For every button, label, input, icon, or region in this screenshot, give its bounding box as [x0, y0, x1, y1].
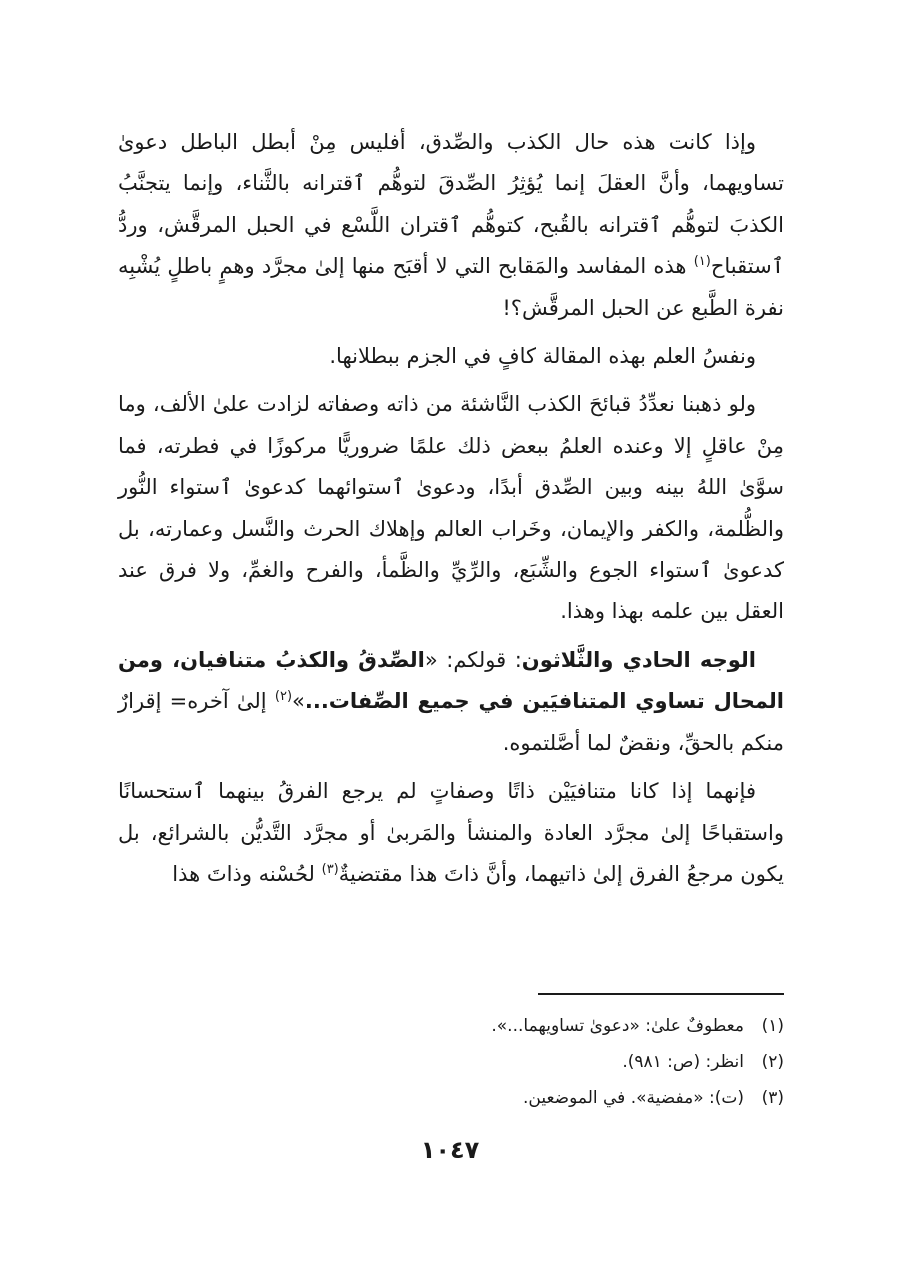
footnote-text: معطوفٌ علىٰ: «دعوىٰ تساويهما...». [491, 1016, 744, 1036]
footnote-ref-1[interactable]: (١) [693, 254, 711, 270]
paragraph-2 [118, 336, 784, 377]
page-number: ١٠٤٧ [420, 1136, 480, 1164]
paragraph-2-text: ونفسُ العلم بهذه المقالة كافٍ في الجزم ببطلانها. [329, 344, 756, 369]
paragraph-1-text-a: وإذا كانت هذه حال الكذب والصِّدق، أفليس مِنْ أبطل الباطل دعوىٰ تساويهما، وأنَّ العقلَ إنما يُؤثِرُ الصِّدقَ لتوهُّم ٱقترانه بالثَّناء، وإنما يتجنَّبُ الكذبَ لتوهُّم ٱقترانه بالقُبح، كتوهُّم ٱقتران اللَّسْع في الحبل المرقَّش، وردُّ ٱستقباح [118, 130, 784, 279]
footnote-number: (٣) [761, 1088, 784, 1108]
paragraph-5-text-a: فإنهما إذا كانا متنافيَيْن ذاتًا وصفاتٍ لم يرجع الفرقُ بينهما ٱستحسانًا واستقباحًا إلىٰ مجرَّد العادة والمنشأ والمَربىٰ أو مجرَّد التَّديُّن بالشرائع، بل يكون مرجعُ الفرق إلىٰ ذاتيهما، وأنَّ ذاتَ هذا مقتضيةٌ [118, 779, 784, 886]
footnote-number: (٢) [761, 1052, 784, 1072]
footnote-3 [124, 1080, 784, 1116]
footnote-divider [538, 993, 784, 995]
footnote-ref-3[interactable]: (٣) [321, 861, 339, 877]
paragraph-4-text-c: إلىٰ آخره= إقرارٌ منكم بالحقِّ، ونقضٌ لما أصَّلتموه. [118, 689, 784, 755]
footnote-text: (ت): «مفضية». في الموضعين. [522, 1088, 744, 1108]
footnote-text: انظر: (ص: ٩٨١). [622, 1052, 744, 1072]
footnote-ref-2[interactable]: (٢) [274, 689, 293, 705]
footnotes [124, 1008, 784, 1116]
footnote-1 [124, 1008, 784, 1044]
paragraph-4-text-a: : قولكم: « [424, 647, 522, 672]
paragraph-4 [118, 640, 784, 764]
paragraph-3-text: ولو ذهبنا نعدِّدُ قبائحَ الكذب النَّاشئة من ذاته وصفاته لزادت علىٰ الألف، وما مِنْ عاقلٍ إلا وعنده العلمُ ببعض ذلك علمًا ضروريًّا مركوزًا في فطرته، فما سوَّىٰ اللهُ بينه وبين الصِّدق أبدًا، ودعوىٰ ٱستوائهما كدعوىٰ ٱستواء النُّور والظُّلمة، والكفر والإيمان، وخَراب العالم وإهلاك الحرث والنَّسل وعمارته، بل كدعوىٰ ٱستواء الجوع والشِّبَع، والرِّيِّ والظَّمأ، والفرح والغمِّ، ولا فرق عند العقل بين علمه بهذا وهذا. [118, 392, 784, 624]
footnote-2 [124, 1044, 784, 1080]
paragraph-1-text-b: هذه المفاسد والمَقابح التي لا أقبَح منها إلىٰ مجرَّد وهمٍ باطلٍ يُشْبِه نفرة الطَّبع عن الحبل المرقَّش؟! [118, 254, 784, 320]
paragraph-1 [118, 122, 784, 329]
paragraph-5 [118, 771, 784, 895]
paragraph-5-text-b: لحُسْنه وذاتَ هذا [172, 861, 322, 886]
paragraph-4-text-b: » [292, 689, 305, 714]
quoted-claim: الصِّدقُ والكذبُ متنافيان، ومن المحال تساوي المتنافيَين في جميع الصِّفات... [118, 647, 784, 714]
page-body [118, 122, 784, 902]
footnote-number: (١) [761, 1016, 784, 1036]
section-heading: الوجه الحادي والثَّلاثون [521, 647, 756, 672]
paragraph-3 [118, 384, 784, 632]
